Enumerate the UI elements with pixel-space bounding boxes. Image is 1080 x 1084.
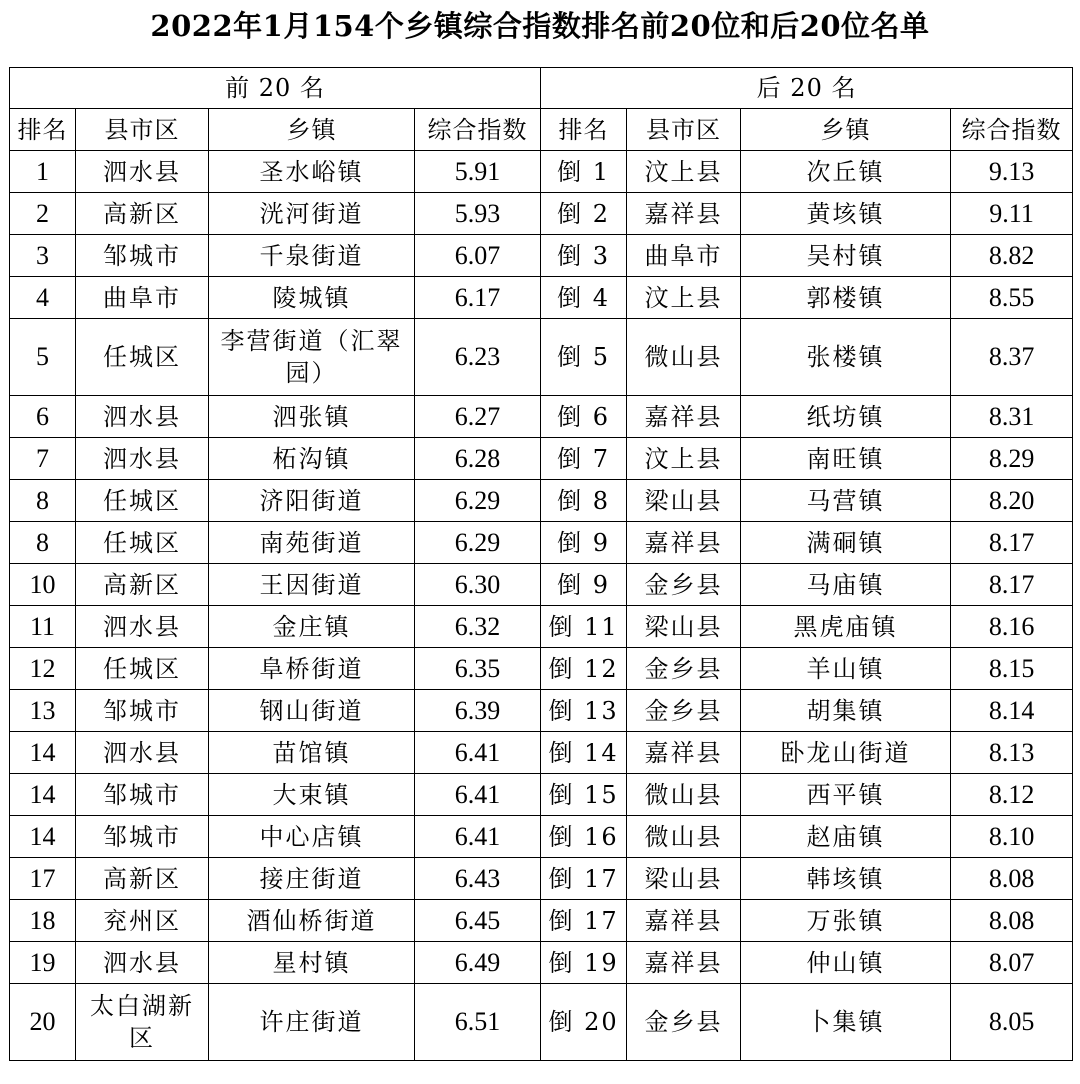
top-index-cell: 6.45	[415, 900, 541, 942]
top-county-cell: 泗水县	[76, 396, 209, 438]
col-header-rank: 排名	[10, 109, 76, 151]
bottom-index-cell: 8.13	[951, 732, 1073, 774]
top-town-cell: 王因街道	[209, 564, 415, 606]
col-header-town: 乡镇	[209, 109, 415, 151]
top-rank-cell: 18	[10, 900, 76, 942]
top-rank-cell: 8	[10, 522, 76, 564]
bottom-index-cell: 8.08	[951, 858, 1073, 900]
col-header-rank: 排名	[541, 109, 627, 151]
bottom-county-cell: 嘉祥县	[627, 942, 741, 984]
bottom-index-cell: 9.11	[951, 193, 1073, 235]
bottom-rank-cell: 倒 13	[541, 690, 627, 732]
top-rank-cell: 10	[10, 564, 76, 606]
bottom-index-cell: 8.29	[951, 438, 1073, 480]
bottom-county-cell: 微山县	[627, 816, 741, 858]
top-rank-cell: 12	[10, 648, 76, 690]
bottom-town-cell: 赵庙镇	[741, 816, 951, 858]
col-header-county: 县市区	[76, 109, 209, 151]
bottom-rank-cell: 倒 8	[541, 480, 627, 522]
bottom-town-cell: 黑虎庙镇	[741, 606, 951, 648]
bottom-county-cell: 金乡县	[627, 564, 741, 606]
top-index-cell: 6.41	[415, 732, 541, 774]
bottom-town-cell: 张楼镇	[741, 319, 951, 396]
table-row	[10, 319, 1073, 396]
top-index-cell: 6.32	[415, 606, 541, 648]
bottom-rank-cell: 倒 7	[541, 438, 627, 480]
top-county-cell: 邹城市	[76, 774, 209, 816]
bottom-index-cell: 8.16	[951, 606, 1073, 648]
top-county-cell: 任城区	[76, 522, 209, 564]
bottom-county-cell: 梁山县	[627, 606, 741, 648]
top-index-cell: 6.41	[415, 774, 541, 816]
bottom-town-cell: 满硐镇	[741, 522, 951, 564]
top-rank-cell: 2	[10, 193, 76, 235]
table-row	[10, 900, 1073, 942]
top-rank-cell: 8	[10, 480, 76, 522]
top-county-cell: 兖州区	[76, 900, 209, 942]
bottom-town-cell: 韩垓镇	[741, 858, 951, 900]
bottom-town-cell: 吴村镇	[741, 235, 951, 277]
bottom-rank-cell: 倒 14	[541, 732, 627, 774]
bottom-county-cell: 嘉祥县	[627, 732, 741, 774]
bottom-town-cell: 卧龙山街道	[741, 732, 951, 774]
table-row	[10, 193, 1073, 235]
bottom-county-cell: 嘉祥县	[627, 522, 741, 564]
top-county-cell: 任城区	[76, 480, 209, 522]
top-index-cell: 6.51	[415, 984, 541, 1061]
top-county-cell: 高新区	[76, 193, 209, 235]
top-county-cell: 泗水县	[76, 732, 209, 774]
top-town-cell: 陵城镇	[209, 277, 415, 319]
top-rank-cell: 20	[10, 984, 76, 1061]
top-town-cell: 接庄街道	[209, 858, 415, 900]
top-county-cell: 邹城市	[76, 235, 209, 277]
top-town-cell: 南苑街道	[209, 522, 415, 564]
bottom-rank-cell: 倒 11	[541, 606, 627, 648]
bottom-county-cell: 汶上县	[627, 277, 741, 319]
top-20-header: 前 20 名	[10, 68, 541, 109]
top-index-cell: 6.29	[415, 522, 541, 564]
top-index-cell: 6.27	[415, 396, 541, 438]
bottom-town-cell: 万张镇	[741, 900, 951, 942]
bottom-index-cell: 8.07	[951, 942, 1073, 984]
table-row	[10, 235, 1073, 277]
table-row	[10, 858, 1073, 900]
top-rank-cell: 7	[10, 438, 76, 480]
top-county-cell: 任城区	[76, 319, 209, 396]
top-town-cell-text: 李营街道（汇翠园）	[220, 327, 403, 387]
table-row	[10, 690, 1073, 732]
top-rank-cell: 14	[10, 732, 76, 774]
bottom-town-cell: 胡集镇	[741, 690, 951, 732]
bottom-town-cell: 纸坊镇	[741, 396, 951, 438]
table-row	[10, 277, 1073, 319]
bottom-town-cell: 卜集镇	[741, 984, 951, 1061]
bottom-rank-cell: 倒 2	[541, 193, 627, 235]
top-town-cell: 星村镇	[209, 942, 415, 984]
bottom-town-cell: 西平镇	[741, 774, 951, 816]
top-index-cell: 6.23	[415, 319, 541, 396]
top-town-cell: 大束镇	[209, 774, 415, 816]
bottom-index-cell: 8.82	[951, 235, 1073, 277]
top-county-cell: 邹城市	[76, 690, 209, 732]
top-rank-cell: 5	[10, 319, 76, 396]
bottom-index-cell: 8.17	[951, 564, 1073, 606]
top-index-cell: 6.39	[415, 690, 541, 732]
bottom-rank-cell: 倒 19	[541, 942, 627, 984]
table-row	[10, 606, 1073, 648]
top-town-cell	[209, 319, 415, 396]
top-rank-cell: 3	[10, 235, 76, 277]
bottom-rank-cell: 倒 9	[541, 564, 627, 606]
top-index-cell: 6.41	[415, 816, 541, 858]
table-row	[10, 774, 1073, 816]
bottom-rank-cell: 倒 3	[541, 235, 627, 277]
column-header-row	[10, 109, 1073, 151]
bottom-town-cell: 羊山镇	[741, 648, 951, 690]
bottom-town-cell: 南旺镇	[741, 438, 951, 480]
bottom-index-cell: 8.10	[951, 816, 1073, 858]
top-county-cell: 邹城市	[76, 816, 209, 858]
bottom-rank-cell: 倒 9	[541, 522, 627, 564]
table-row	[10, 151, 1073, 193]
top-index-cell: 6.49	[415, 942, 541, 984]
table-row	[10, 732, 1073, 774]
top-index-cell: 5.91	[415, 151, 541, 193]
top-rank-cell: 14	[10, 816, 76, 858]
bottom-index-cell: 8.14	[951, 690, 1073, 732]
bottom-index-cell: 9.13	[951, 151, 1073, 193]
bottom-county-cell: 嘉祥县	[627, 396, 741, 438]
top-index-cell: 6.17	[415, 277, 541, 319]
bottom-rank-cell: 倒 15	[541, 774, 627, 816]
table-row	[10, 522, 1073, 564]
top-rank-cell: 1	[10, 151, 76, 193]
bottom-county-cell: 曲阜市	[627, 235, 741, 277]
top-town-cell: 洸河街道	[209, 193, 415, 235]
top-county-cell: 任城区	[76, 648, 209, 690]
top-town-cell: 中心店镇	[209, 816, 415, 858]
group-header-row	[10, 68, 1073, 109]
bottom-rank-cell: 倒 4	[541, 277, 627, 319]
bottom-town-cell: 次丘镇	[741, 151, 951, 193]
table-row	[10, 438, 1073, 480]
bottom-index-cell: 8.17	[951, 522, 1073, 564]
ranking-table	[9, 67, 1073, 1061]
col-header-town: 乡镇	[741, 109, 951, 151]
bottom-rank-cell: 倒 1	[541, 151, 627, 193]
top-rank-cell: 19	[10, 942, 76, 984]
bottom-town-cell: 马庙镇	[741, 564, 951, 606]
table-row	[10, 984, 1073, 1061]
col-header-index: 综合指数	[415, 109, 541, 151]
top-town-cell: 济阳街道	[209, 480, 415, 522]
bottom-county-cell: 汶上县	[627, 151, 741, 193]
bottom-county-cell: 梁山县	[627, 480, 741, 522]
bottom-town-cell: 黄垓镇	[741, 193, 951, 235]
top-county-cell: 泗水县	[76, 438, 209, 480]
document-title: 2022年1月154个乡镇综合指数排名前20位和后20位名单	[150, 9, 930, 43]
top-town-cell: 泗张镇	[209, 396, 415, 438]
bottom-index-cell: 8.31	[951, 396, 1073, 438]
top-town-cell: 苗馆镇	[209, 732, 415, 774]
top-index-cell: 6.28	[415, 438, 541, 480]
top-county-cell: 高新区	[76, 858, 209, 900]
top-rank-cell: 6	[10, 396, 76, 438]
bottom-town-cell: 郭楼镇	[741, 277, 951, 319]
top-county-cell-text: 太白湖新区	[90, 992, 194, 1052]
top-county-cell: 泗水县	[76, 606, 209, 648]
bottom-index-cell: 8.15	[951, 648, 1073, 690]
top-town-cell: 许庄街道	[209, 984, 415, 1061]
table-row	[10, 648, 1073, 690]
table-row	[10, 564, 1073, 606]
bottom-20-header: 后 20 名	[541, 68, 1073, 109]
bottom-rank-cell: 倒 6	[541, 396, 627, 438]
top-rank-cell: 11	[10, 606, 76, 648]
table-row	[10, 480, 1073, 522]
bottom-index-cell: 8.55	[951, 277, 1073, 319]
bottom-rank-cell: 倒 17	[541, 858, 627, 900]
top-town-cell: 金庄镇	[209, 606, 415, 648]
bottom-county-cell: 汶上县	[627, 438, 741, 480]
table-row	[10, 396, 1073, 438]
table-row	[10, 942, 1073, 984]
bottom-town-cell: 仲山镇	[741, 942, 951, 984]
top-county-cell: 高新区	[76, 564, 209, 606]
bottom-index-cell: 8.05	[951, 984, 1073, 1061]
bottom-county-cell: 嘉祥县	[627, 193, 741, 235]
bottom-index-cell: 8.37	[951, 319, 1073, 396]
top-rank-cell: 4	[10, 277, 76, 319]
top-town-cell: 千泉街道	[209, 235, 415, 277]
top-town-cell: 钢山街道	[209, 690, 415, 732]
bottom-county-cell: 金乡县	[627, 648, 741, 690]
top-county-cell: 曲阜市	[76, 277, 209, 319]
bottom-county-cell: 微山县	[627, 319, 741, 396]
bottom-index-cell: 8.20	[951, 480, 1073, 522]
top-county-cell: 泗水县	[76, 942, 209, 984]
top-index-cell: 6.29	[415, 480, 541, 522]
top-town-cell: 柘沟镇	[209, 438, 415, 480]
top-index-cell: 6.07	[415, 235, 541, 277]
top-index-cell: 6.43	[415, 858, 541, 900]
bottom-rank-cell: 倒 5	[541, 319, 627, 396]
bottom-county-cell: 梁山县	[627, 858, 741, 900]
col-header-index: 综合指数	[951, 109, 1073, 151]
top-county-cell	[76, 984, 209, 1061]
table-row	[10, 816, 1073, 858]
top-rank-cell: 13	[10, 690, 76, 732]
bottom-county-cell: 金乡县	[627, 690, 741, 732]
top-town-cell: 阜桥街道	[209, 648, 415, 690]
top-rank-cell: 14	[10, 774, 76, 816]
col-header-county: 县市区	[627, 109, 741, 151]
top-rank-cell: 17	[10, 858, 76, 900]
bottom-index-cell: 8.12	[951, 774, 1073, 816]
bottom-rank-cell: 倒 12	[541, 648, 627, 690]
bottom-county-cell: 嘉祥县	[627, 900, 741, 942]
bottom-index-cell: 8.08	[951, 900, 1073, 942]
bottom-rank-cell: 倒 17	[541, 900, 627, 942]
top-county-cell: 泗水县	[76, 151, 209, 193]
top-index-cell: 5.93	[415, 193, 541, 235]
top-town-cell: 酒仙桥街道	[209, 900, 415, 942]
top-index-cell: 6.30	[415, 564, 541, 606]
bottom-rank-cell: 倒 20	[541, 984, 627, 1061]
bottom-county-cell: 金乡县	[627, 984, 741, 1061]
top-index-cell: 6.35	[415, 648, 541, 690]
bottom-rank-cell: 倒 16	[541, 816, 627, 858]
bottom-town-cell: 马营镇	[741, 480, 951, 522]
bottom-county-cell: 微山县	[627, 774, 741, 816]
top-town-cell: 圣水峪镇	[209, 151, 415, 193]
